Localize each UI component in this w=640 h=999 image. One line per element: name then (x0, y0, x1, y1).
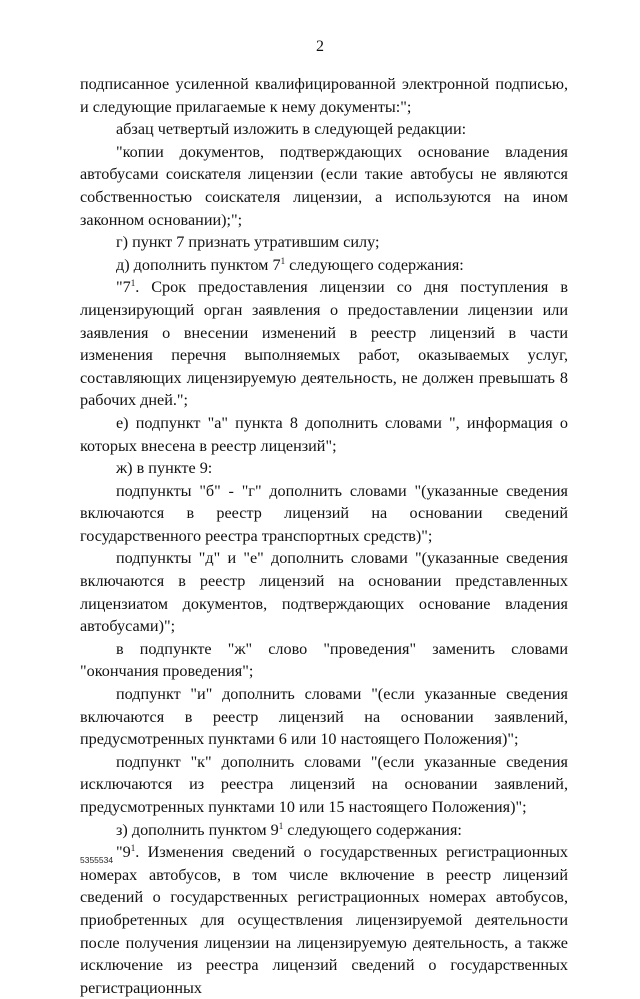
paragraph-instruction: абзац четвертый изложить в следующей редакции: (116, 120, 467, 139)
paragraph-item-g: г) пункт 7 признать утратившим силу; (116, 233, 380, 252)
paragraph-item-z (80, 819, 568, 842)
paragraph-item-zh: ж) в пункте 9: (116, 459, 213, 478)
paragraph-subitem-zh: в подпункте "ж" слово "проведения" заменить словами "окончания проведения"; (80, 639, 568, 681)
paragraph-text: "7 (116, 278, 131, 297)
paragraph-continuation: подписанное усиленной квалифицированной электронной подписью, и следующие прилагаемые к нему документы:"; (80, 75, 568, 116)
paragraph-subitems-d-e: подпункты "д" и "е" дополнить словами "(указанные сведения включаются в реестр лицензий на основании представленных лицензиатом документов, подтверждающих основание владения автобусами)"; (80, 549, 568, 636)
superscript: 1 (280, 255, 286, 266)
document-body (80, 73, 568, 999)
paragraph-text: з) дополнить пунктом 9 (116, 820, 279, 839)
paragraph-text: . Изменения сведений о государственных регистрационных номерах автобусов, в том числе включение в реестр лицензий сведений о государственных регистрационных номерах автобусов, приобретенных для осуществления лицензируемой деятельности после получения лицензии на лицензируемую деятельность, а также исключение из реестра лицензий сведений о государственных регистрационных (80, 843, 568, 997)
paragraph-subitems-b-g: подпункты "б" - "г" дополнить словами "(указанные сведения включаются в реестр лицензий на основании сведений государственного реестра транспортных средств)"; (80, 481, 568, 545)
paragraph-text: следующего содержания: (283, 820, 462, 839)
superscript: 1 (278, 820, 284, 831)
paragraph-item-e: е) подпункт "а" пункта 8 дополнить словами ", информация о которых внесена в реестр лицензий"; (80, 413, 568, 455)
paragraph-text: д) дополнить пунктом 7 (116, 255, 281, 274)
paragraph-text: "9 (116, 843, 131, 862)
paragraph-item-d (80, 254, 568, 277)
document-code: 5355534 (80, 855, 114, 865)
superscript: 1 (130, 278, 136, 289)
paragraph-subitem-i: подпункт "и" дополнить словами "(если указанные сведения включаются в реестр лицензий на основании заявлений, предусмотренных пунктами 6 или 10 настоящего Положения)"; (80, 685, 568, 749)
paragraph-quoted-point-9-1 (80, 841, 568, 999)
paragraph-text: следующего содержания: (285, 255, 464, 274)
page-number: 2 (316, 38, 324, 55)
paragraph-quoted-point-7-1 (80, 276, 568, 412)
superscript: 1 (130, 843, 136, 854)
paragraph-subitem-k: подпункт "к" дополнить словами "(если указанные сведения исключаются из реестра лицензий на основании заявлений, предусмотренных пунктами 10 или 15 настоящего Положения)"; (80, 752, 568, 816)
paragraph-quoted-text: "копии документов, подтверждающих основание владения автобусами соискателя лицензии (если такие автобусы не являются собственностью соискателя лицензии, а используются на ином законном основании);"; (80, 142, 568, 229)
paragraph-text: . Срок предоставления лицензии со дня поступления в лицензирующий орган заявления о предоставлении лицензии или заявления о внесении изменений в реестр лицензий в части изменения перечня выполняемых работ, оказываемых услуг, составляющих лицензируемую деятельность, не должен превышать 8 рабочих дней."; (80, 278, 568, 410)
